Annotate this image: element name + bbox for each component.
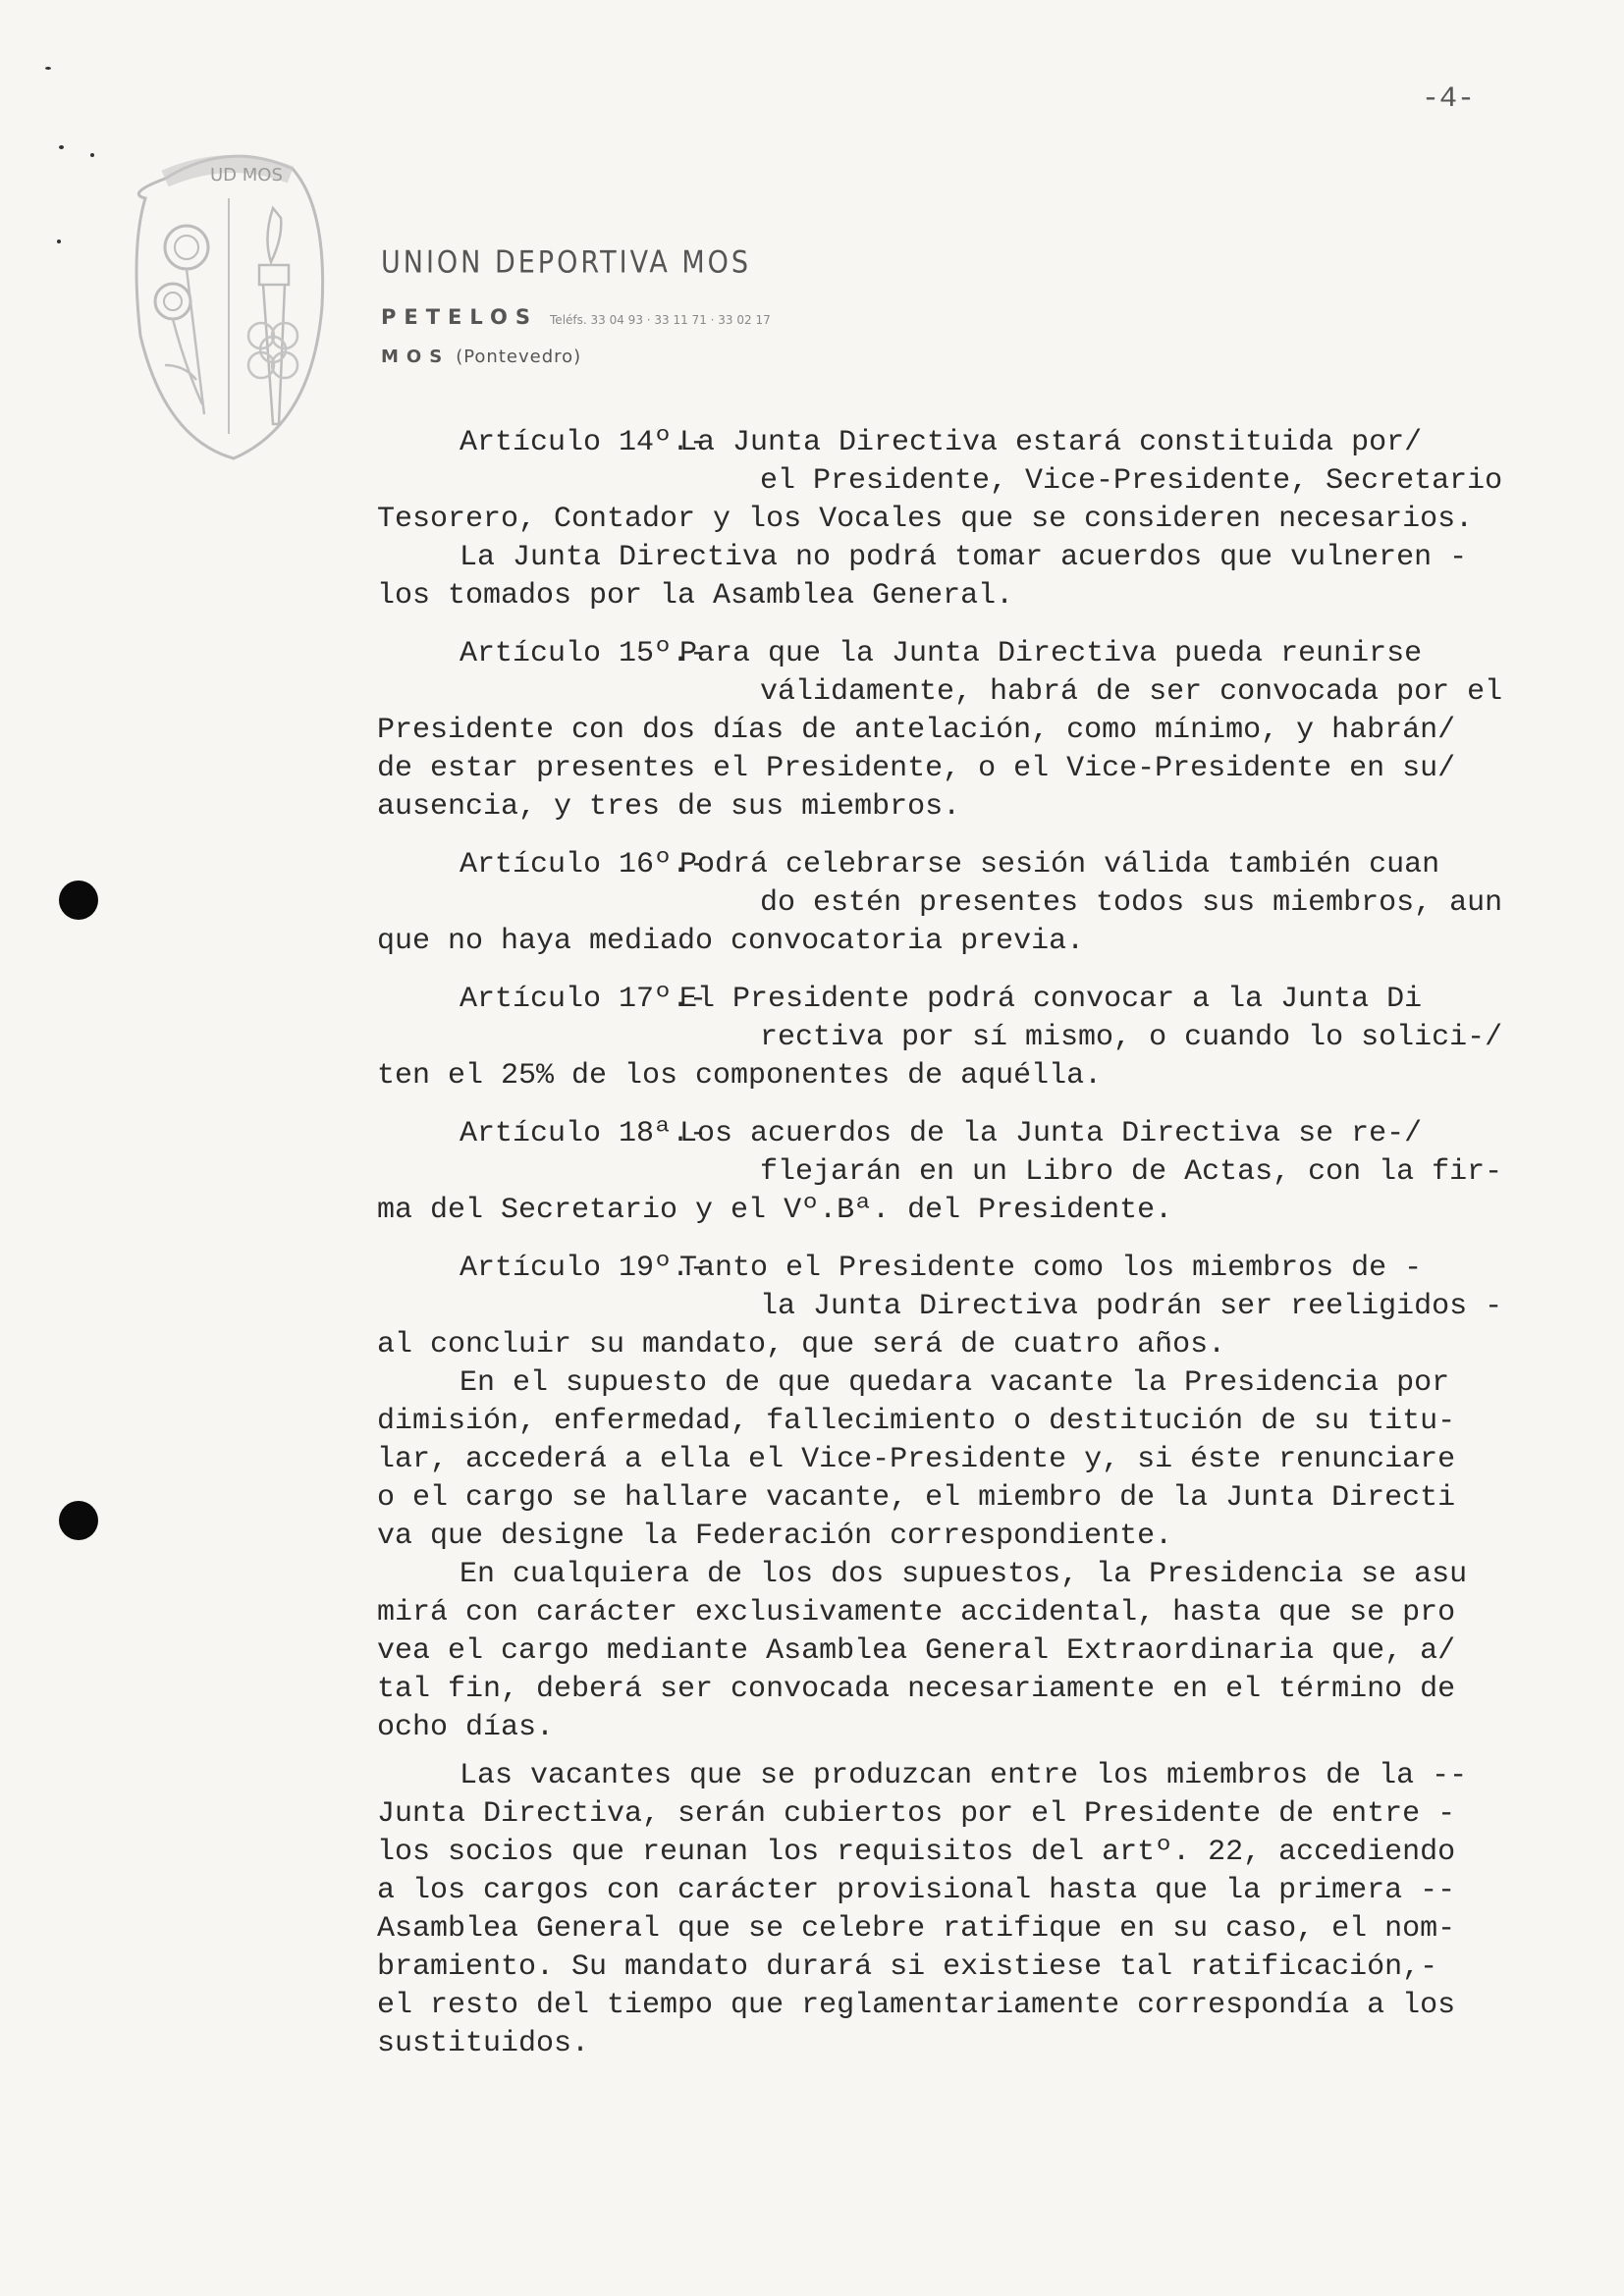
article-15-head [377,635,1604,673]
article-line: Las vacantes que se produzcan entre los miembros de la -- [460,1759,1468,1792]
town-name: MOS [381,347,451,367]
article-line: los socios que reunan los requisitos del artº. 22, accediendo [377,1836,1456,1869]
article-line: válidamente, habrá de ser convocada por el [760,675,1503,709]
article-line: ten el 25% de los componentes de aquélla. [377,1059,1103,1093]
article-line: los tomados por la Asamblea General. [377,579,1014,613]
article-line: La Junta Directiva estará constituida por/ [679,426,1423,459]
article-line: Tanto el Presidente como los miembros de - [679,1252,1423,1285]
article-line: a los cargos con carácter provisional hasta que la primera -- [377,1874,1456,1907]
statutes-text [377,424,1604,2063]
article-line: la Junta Directiva podrán ser reeligidos - [760,1290,1503,1323]
article-line: El Presidente podrá convocar a la Junta Di [679,983,1423,1016]
scan-speck [57,240,61,243]
article-line: bramiento. Su mandato durará si existiese tal ratificación,- [377,1950,1438,1984]
club-name: UNION DEPORTIVA MOS [381,245,752,281]
article-17-head [377,981,1604,1019]
article-line: lar, accederá a ella el Vice-Presidente y, si éste renunciare [377,1443,1456,1476]
punch-hole [59,881,98,920]
article-16-label: Artículo 16º.- [460,848,708,881]
article-18-label: Artículo 18ª.- [460,1117,708,1150]
letterhead-address [381,305,771,329]
article-line: va que designe la Federación correspondiente. [377,1520,1173,1553]
article-15-label: Artículo 15º.- [460,637,708,670]
article-line: el Presidente, Vice-Presidente, Secretario [760,464,1503,498]
article-line: En cualquiera de los dos supuestos, la Presidencia se asu [460,1558,1468,1591]
article-19-label: Artículo 19º.- [460,1252,708,1285]
article-14-label: Artículo 14º.- [460,426,708,459]
article-line: tal fin, deberá ser convocada necesariamente en el término de [377,1673,1456,1706]
article-17-label: Artículo 17º.- [460,983,708,1016]
phone-numbers: Teléfs. 33 04 93 · 33 11 71 · 33 02 17 [550,313,771,327]
scan-speck [45,67,51,70]
article-line: La Junta Directiva no podrá tomar acuerdos que vulneren - [460,541,1468,574]
article-18-head [377,1115,1604,1153]
article-line: o el cargo se hallare vacante, el miembro de la Junta Directi [377,1481,1456,1515]
punch-hole [59,1501,98,1540]
article-line: Asamblea General que se celebre ratifique en su caso, el nom- [377,1912,1456,1946]
article-line: Podrá celebrarse sesión válida también cuan [679,848,1440,881]
article-19-head [377,1250,1604,1288]
article-line: que no haya mediado convocatoria previa. [377,925,1085,958]
article-16-head [377,846,1604,884]
article-line: rectiva por sí mismo, o cuando lo solici-/ [760,1021,1503,1054]
article-line: dimisión, enfermedad, fallecimiento o destitución de su titu- [377,1405,1456,1438]
letterhead [381,245,771,385]
article-line: de estar presentes el Presidente, o el Vice-Presidente en su/ [377,752,1456,785]
article-line: ausencia, y tres de sus miembros. [377,790,961,824]
article-line: vea el cargo mediante Asamblea General Extraordinaria que, a/ [377,1634,1456,1668]
address-village: PETELOS [381,305,539,329]
page-number: -4- [1422,82,1476,116]
article-line: do estén presentes todos sus miembros, aun [760,886,1503,920]
article-14-head [377,424,1604,462]
article-line: Presidente con dos días de antelación, como mínimo, y habrán/ [377,714,1456,747]
article-line: mirá con carácter exclusivamente accidental, hasta que se pro [377,1596,1456,1629]
article-line: ocho días. [377,1711,555,1744]
article-line: ma del Secretario y el Vº.Bª. del Presidente. [377,1194,1173,1227]
article-line: flejarán en un Libro de Actas, con la fir- [760,1155,1503,1189]
article-line: sustituidos. [377,2027,590,2060]
article-line: al concluir su mandato, que será de cuatro años. [377,1328,1226,1362]
scan-speck [59,145,64,149]
province-name: (Pontevedro) [456,347,582,367]
club-crest-logo [126,139,332,463]
article-line: Los acuerdos de la Junta Directiva se re-/ [679,1117,1423,1150]
scan-speck [90,153,94,157]
article-line: En el supuesto de que quedara vacante la Presidencia por [460,1366,1450,1400]
article-line: Tesorero, Contador y los Vocales que se consideren necesarios. [377,503,1474,536]
crest-text: UD MOS [210,165,283,186]
article-line: el resto del tiempo que reglamentariamente correspondía a los [377,1989,1456,2022]
letterhead-town [381,347,771,367]
article-line: Para que la Junta Directiva pueda reunirse [679,637,1423,670]
article-line: Junta Directiva, serán cubiertos por el Presidente de entre - [377,1797,1456,1831]
